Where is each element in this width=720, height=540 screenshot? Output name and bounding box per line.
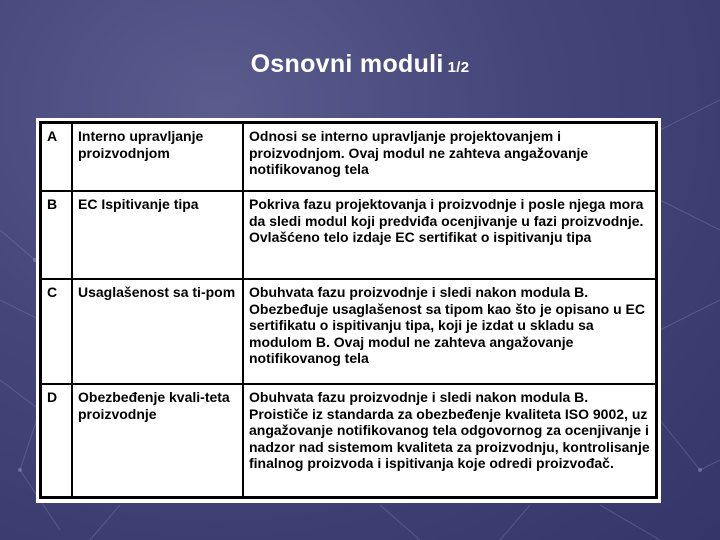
table-row <box>41 191 657 279</box>
module-name: EC Ispitivanje tipa <box>72 191 243 279</box>
table-row <box>41 123 657 192</box>
slide-title-page-indicator: 1/2 <box>447 59 470 76</box>
modules-table-panel <box>36 118 661 503</box>
module-name: Usaglašenost sa ti-pom <box>72 279 243 384</box>
slide-title <box>0 50 720 79</box>
module-letter: D <box>41 384 73 498</box>
module-description: Odnosi se interno upravljanje projektovanjem i proizvodnjom. Ovaj modul ne zahteva angažovanje notifikovanog tela <box>243 123 657 192</box>
module-letter: B <box>41 191 73 279</box>
slide-title-text: Osnovni moduli <box>250 50 444 78</box>
module-name: Obezbeđenje kvali-teta proizvodnje <box>72 384 243 498</box>
table-row <box>41 279 657 384</box>
module-description: Obuhvata fazu proizvodnje i sledi nakon modula B. Obezbeđuje usaglašenost sa tipom kao što je opisano u EC sertifikatu o ispitivanju tipa, koji je izdat u skladu sa modulom B. Ovaj modul ne zahteva angažovanje notifikovanog tela <box>243 279 657 384</box>
module-description: Obuhvata fazu proizvodnje i sledi nakon modula B. Proističe iz standarda za obezbeđenje kvaliteta ISO 9002, uz angažovanje notifikovanog tela odgovornog za ocenjivanje i nadzor nad sistemom kvaliteta za proizvodnju, kontrolisanje finalnog proizvoda i ispitivanja koje odredi proizvođač. <box>243 384 657 498</box>
module-letter: A <box>41 123 73 192</box>
module-description: Pokriva fazu projektovanja i proizvodnje i posle njega mora da sledi modul koji predviđa ocenjivanje u fazi proizvodnje. Ovlašćeno telo izdaje EC sertifikat o ispitivanju tipa <box>243 191 657 279</box>
modules-table <box>39 121 658 499</box>
module-name: Interno upravljanje proizvodnjom <box>72 123 243 192</box>
table-row <box>41 384 657 498</box>
module-letter: C <box>41 279 73 384</box>
